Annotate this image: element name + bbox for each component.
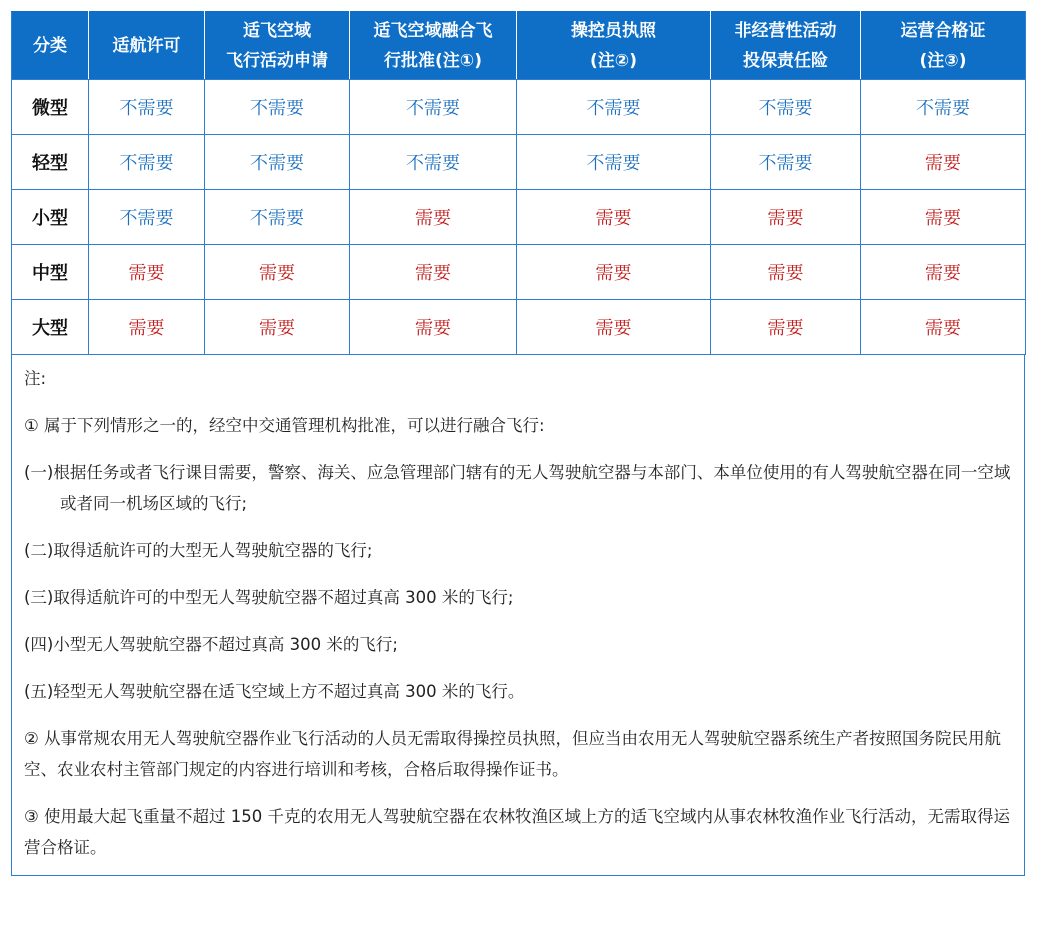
note-3: ③ 使用最大起飞重量不超过 150 千克的农用无人驾驶航空器在农林牧渔区域上方的适飞空域内从事农林牧渔作业飞行活动，无需取得运营合格证。 xyxy=(24,807,1011,857)
header-fusion-approval: 适飞空域融合飞 行批准(注①) xyxy=(350,12,517,80)
requirement-cell: 需要 xyxy=(711,300,861,355)
requirement-cell: 不需要 xyxy=(89,80,205,135)
requirement-cell: 不需要 xyxy=(350,80,517,135)
table-body xyxy=(12,80,1026,355)
notes-heading: 注: xyxy=(24,369,47,388)
requirement-cell: 不需要 xyxy=(205,190,350,245)
requirement-cell: 需要 xyxy=(517,245,711,300)
requirement-cell: 需要 xyxy=(861,300,1026,355)
table-row xyxy=(12,245,1026,300)
requirement-cell: 不需要 xyxy=(205,135,350,190)
note-1-item: (三)取得适航许可的中型无人驾驶航空器不超过真高 300 米的飞行; xyxy=(24,588,514,607)
requirement-cell: 需要 xyxy=(205,300,350,355)
requirement-cell: 不需要 xyxy=(205,80,350,135)
row-category: 小型 xyxy=(12,190,89,245)
row-category: 轻型 xyxy=(12,135,89,190)
header-row xyxy=(12,12,1026,80)
row-category: 中型 xyxy=(12,245,89,300)
row-category: 微型 xyxy=(12,80,89,135)
note-1-item: (一)根据任务或者飞行课目需要，警察、海关、应急管理部门辖有的无人驾驶航空器与本部门、本单位使用的有人驾驶航空器在同一空域或者同一机场区域的飞行; xyxy=(24,463,1011,513)
note-1: ① 属于下列情形之一的，经空中交通管理机构批准，可以进行融合飞行: xyxy=(24,416,545,435)
requirement-cell: 需要 xyxy=(861,190,1026,245)
requirement-cell: 需要 xyxy=(517,190,711,245)
requirements-table xyxy=(11,11,1026,355)
requirement-cell: 需要 xyxy=(861,245,1026,300)
header-airworthiness: 适航许可 xyxy=(89,12,205,80)
requirement-cell: 需要 xyxy=(350,300,517,355)
notes-section xyxy=(11,355,1025,876)
requirement-cell: 不需要 xyxy=(711,80,861,135)
requirement-cell: 不需要 xyxy=(861,80,1026,135)
table-row xyxy=(12,80,1026,135)
requirement-cell: 需要 xyxy=(711,190,861,245)
requirement-cell: 需要 xyxy=(517,300,711,355)
requirement-cell: 需要 xyxy=(205,245,350,300)
requirement-cell: 不需要 xyxy=(517,135,711,190)
requirement-cell: 需要 xyxy=(711,245,861,300)
requirement-cell: 不需要 xyxy=(350,135,517,190)
header-liability-insurance: 非经营性活动 投保责任险 xyxy=(711,12,861,80)
regulation-table-container xyxy=(11,11,1025,876)
header-flight-application: 适飞空域 飞行活动申请 xyxy=(205,12,350,80)
header-operator-license: 操控员执照 (注②) xyxy=(517,12,711,80)
requirement-cell: 需要 xyxy=(350,190,517,245)
requirement-cell: 不需要 xyxy=(89,135,205,190)
requirement-cell: 需要 xyxy=(350,245,517,300)
note-1-item: (二)取得适航许可的大型无人驾驶航空器的飞行; xyxy=(24,541,373,560)
table-row xyxy=(12,190,1026,245)
requirement-cell: 不需要 xyxy=(89,190,205,245)
note-2: ② 从事常规农用无人驾驶航空器作业飞行活动的人员无需取得操控员执照，但应当由农用无人驾驶航空器系统生产者按照国务院民用航空、农业农村主管部门规定的内容进行培训和考核，合格后取得操作证书。 xyxy=(24,729,1002,779)
requirement-cell: 需要 xyxy=(861,135,1026,190)
row-category: 大型 xyxy=(12,300,89,355)
header-operating-certificate: 运营合格证 (注③) xyxy=(861,12,1026,80)
requirement-cell: 不需要 xyxy=(711,135,861,190)
header-category: 分类 xyxy=(12,12,89,80)
note-1-item: (四)小型无人驾驶航空器不超过真高 300 米的飞行; xyxy=(24,635,398,654)
requirement-cell: 不需要 xyxy=(517,80,711,135)
table-row xyxy=(12,135,1026,190)
table-row xyxy=(12,300,1026,355)
requirement-cell: 需要 xyxy=(89,300,205,355)
note-1-item: (五)轻型无人驾驶航空器在适飞空域上方不超过真高 300 米的飞行。 xyxy=(24,682,525,701)
requirement-cell: 需要 xyxy=(89,245,205,300)
